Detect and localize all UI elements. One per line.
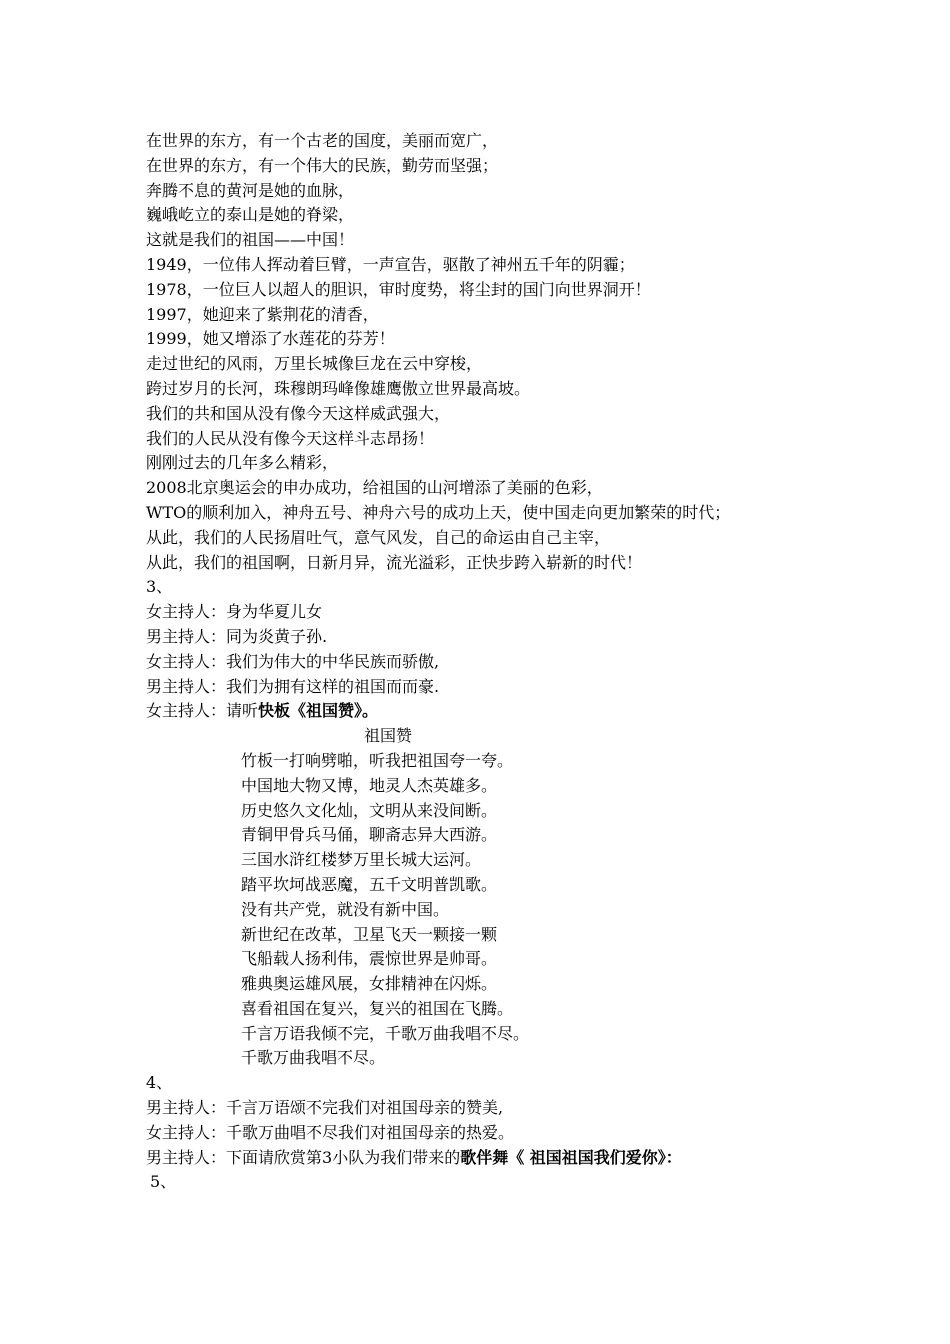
section-5 — [146, 1170, 836, 1195]
dialogue-text: 千歌万曲唱不尽我们对祖国母亲的热爱。 — [226, 1122, 515, 1142]
speaker-label: 女主持人： — [146, 1122, 227, 1142]
clapper-poem-line: 喜看祖国在复兴，复兴的祖国在飞腾。 — [241, 998, 514, 1018]
dialogue-text: 我们为拥有这样的祖国而而豪. — [226, 676, 440, 696]
dialogue-text: 千言万语颂不完我们对祖国母亲的赞美, — [226, 1098, 504, 1118]
poem-line: 1949，一位伟人挥动着巨臂，一声宣告，驱散了神州五千年的阴霾； — [146, 254, 635, 274]
clapper-poem-line: 千言万语我倾不完，千歌万曲我唱不尽。 — [241, 1023, 530, 1043]
poem-line: 巍峨屹立的泰山是她的脊梁， — [146, 205, 355, 225]
section-number: 4、 — [146, 1073, 173, 1093]
speaker-label: 女主持人： — [146, 701, 227, 721]
dialogue-text: 我们为伟大的中华民族而骄傲, — [226, 651, 440, 671]
clapper-poem-line: 竹板一打响劈啪，听我把祖国夸一夸。 — [241, 750, 514, 770]
poem-line: 在世界的东方，有一个伟大的民族，勤劳而坚强； — [146, 155, 499, 175]
dialogue-line — [146, 1096, 836, 1121]
clapper-poem-line: 千歌万曲我唱不尽。 — [241, 1048, 386, 1068]
poem-line: 跨过岁月的长河，珠穆朗玛峰像雄鹰傲立世界最高坡。 — [146, 378, 531, 398]
poem-line: 2008北京奥运会的申办成功，给祖国的山河增添了美丽的色彩， — [146, 478, 603, 498]
poem-line: 从此，我们的人民扬眉吐气，意气风发，自己的命运由自己主宰， — [146, 527, 611, 547]
dialogue-text: 身为华夏儿女 — [226, 602, 323, 622]
clapper-poem-line: 历史悠久文化灿，文明从来没间断。 — [241, 800, 498, 820]
clapper-poem-line: 中国地大物又博，地灵人杰英雄多。 — [241, 775, 498, 795]
speaker-label: 女主持人： — [146, 651, 227, 671]
dialogue-text: 同为炎黄子孙. — [226, 626, 328, 646]
poem-line: 我们的人民从没有像今天这样斗志昂扬！ — [146, 428, 435, 448]
document-body — [146, 129, 836, 1195]
clapper-poem-line: 飞船载人扬利伟，震惊世界是帅哥。 — [241, 949, 498, 969]
poem-line: 从此，我们的祖国啊，日新月异，流光溢彩，正快步跨入崭新的时代！ — [146, 552, 643, 572]
program-title: 快板《祖国赞》。 — [258, 701, 379, 721]
speaker-label: 男主持人： — [146, 1098, 227, 1118]
clapper-poem-line: 雅典奥运雄风展，女排精神在闪烁。 — [241, 974, 498, 994]
section-3 — [146, 575, 836, 1071]
section-number: 5、 — [150, 1172, 177, 1192]
dialogue-line — [146, 650, 836, 675]
program-title: 歌伴舞《 祖国祖国我们爱你》： — [460, 1147, 682, 1167]
section-number: 3、 — [146, 577, 173, 597]
poem-line: 刚刚过去的几年多么精彩， — [146, 453, 339, 473]
dialogue-text: 下面请欣赏第3小队为我们带来的 — [226, 1147, 461, 1167]
speaker-label: 男主持人： — [146, 626, 227, 646]
poem-line: 在世界的东方，有一个古老的国度，美丽而宽广， — [146, 131, 499, 150]
dialogue-line — [146, 1121, 836, 1146]
clapper-poem-line: 新世纪在改革，卫星飞天一颗接一颗 — [241, 924, 498, 944]
speaker-label: 女主持人： — [146, 602, 227, 622]
poem-line: 1997，她迎来了紫荆花的清香， — [146, 304, 379, 324]
speaker-label: 男主持人： — [146, 1147, 227, 1167]
speaker-label: 男主持人： — [146, 676, 227, 696]
poem-line: 我们的共和国从没有像今天这样威武强大， — [146, 403, 451, 423]
poem-line: 1999，她又增添了水莲花的芬芳！ — [146, 329, 395, 349]
poem-line: 奔腾不息的黄河是她的血脉， — [146, 180, 355, 200]
poem-line: 1978，一位巨人以超人的胆识，审时度势，将尘封的国门向世界洞开！ — [146, 279, 651, 299]
clapper-poem-line: 没有共产党，就没有新中国。 — [241, 899, 450, 919]
program-intro-line — [146, 699, 836, 724]
opening-poem — [146, 129, 836, 575]
dialogue-line — [146, 625, 836, 650]
dialogue-line — [146, 600, 836, 625]
dialogue-text: 请听 — [226, 701, 259, 721]
clapper-poem-line: 三国水浒红楼梦万里长城大运河。 — [241, 850, 482, 870]
poem-line: 走过世纪的风雨，万里长城像巨龙在云中穿梭， — [146, 354, 483, 374]
poem-title: 祖国赞 — [364, 726, 413, 746]
dialogue-line — [146, 675, 836, 700]
section-4 — [146, 1071, 836, 1170]
clapper-poem-line: 踏平坎坷战恶魔，五千文明普凯歌。 — [241, 874, 498, 894]
poem-line: WTO的顺利加入，神舟五号、神舟六号的成功上天，使中国走向更加繁荣的时代； — [146, 502, 731, 522]
poem-line: 这就是我们的祖国——中国！ — [146, 230, 355, 250]
clapper-poem-line: 青铜甲骨兵马俑，聊斋志异大西游。 — [241, 825, 498, 845]
program-intro-line — [146, 1146, 836, 1171]
